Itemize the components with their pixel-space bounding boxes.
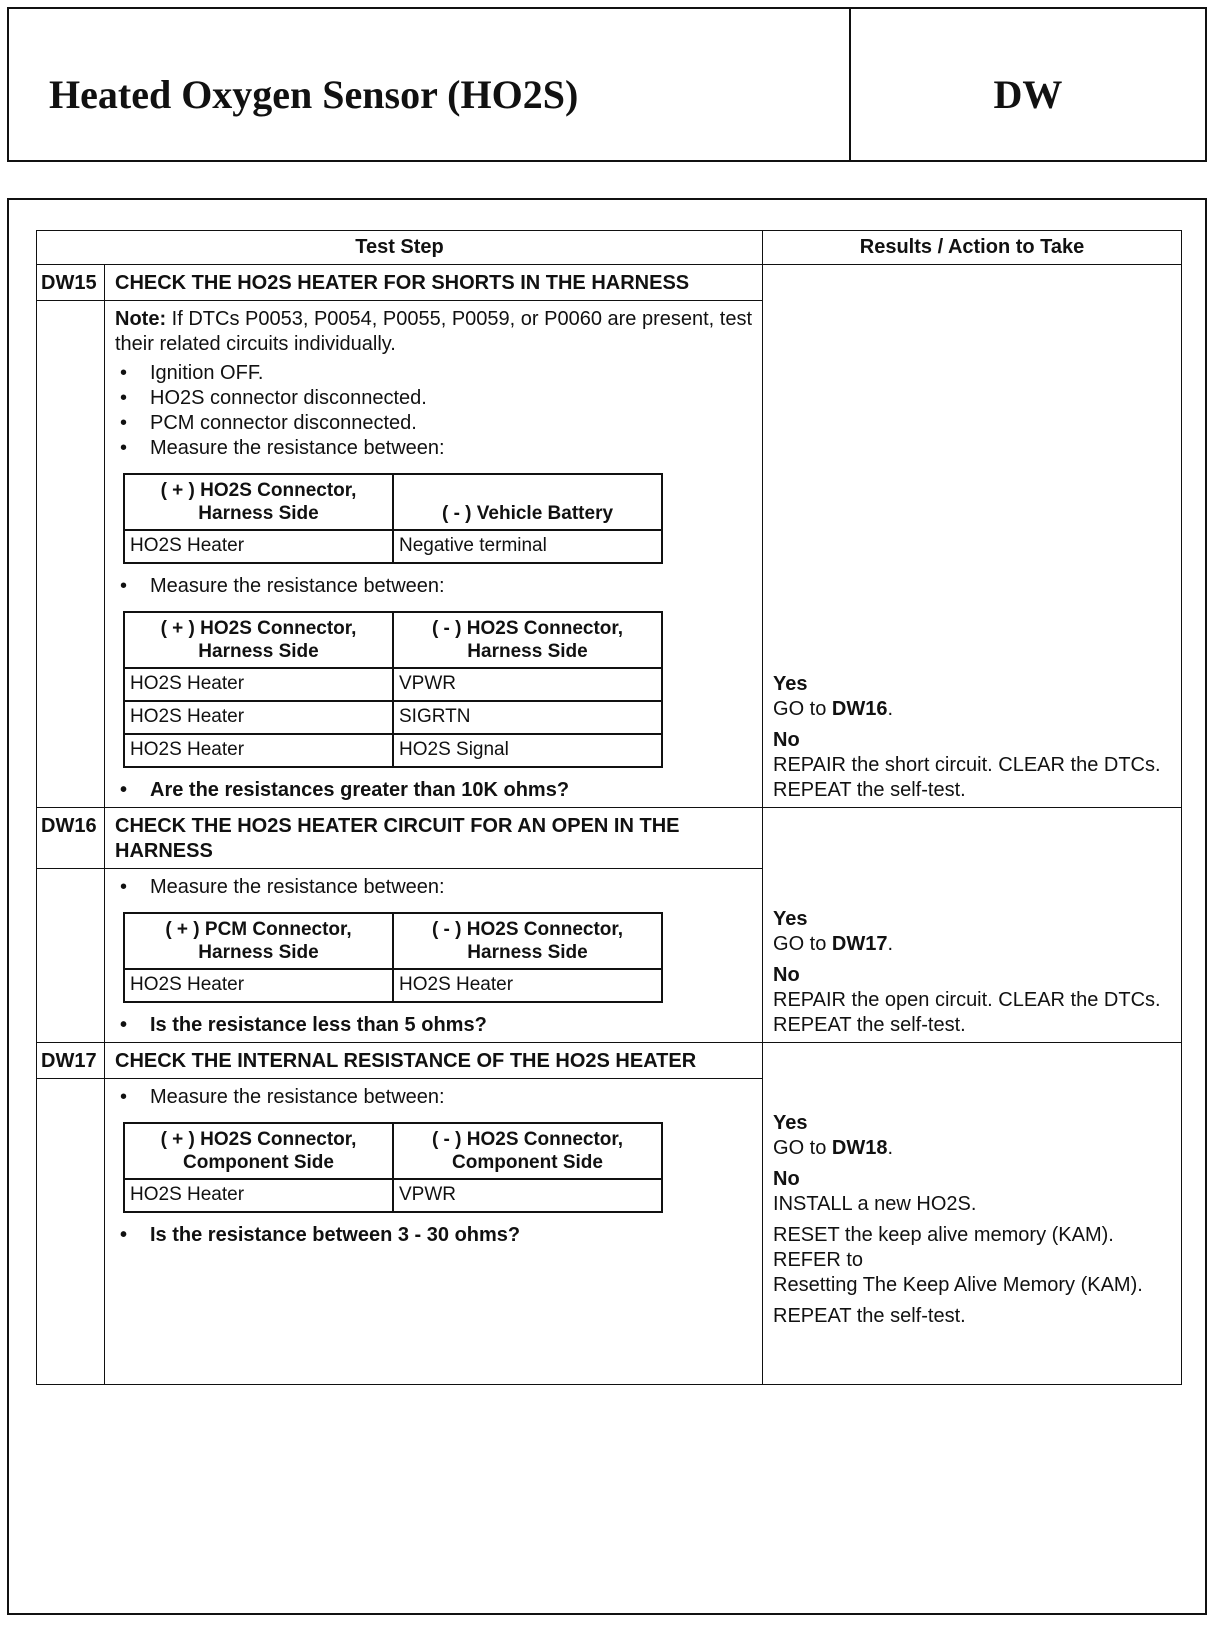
table-row: HO2S Heater HO2S Signal	[124, 734, 662, 767]
yes-action: GO to DW18.	[773, 1137, 894, 1159]
list-item: • Measure the resistance between:	[150, 1085, 754, 1110]
step-title-row	[37, 265, 1182, 301]
step-body	[105, 1079, 763, 1385]
note-text: Note: If DTCs P0053, P0054, P0055, P0059, or P0060 are present, test their related circuits individually.	[115, 308, 753, 355]
yes-action: GO to DW17.	[773, 933, 894, 955]
page-title: Heated Oxygen Sensor (HO2S)	[49, 72, 579, 117]
step-id: DW16	[37, 808, 105, 869]
step-body	[105, 301, 763, 808]
table-row: HO2S Heater VPWR	[124, 668, 662, 701]
step-title-row	[37, 1043, 1182, 1079]
no-label: No	[773, 729, 800, 751]
no-action: REPEAT the self-test.	[773, 1305, 966, 1327]
measurement-table: ( + ) HO2S Connector, Harness Side ( - ) Vehicle Battery HO2S Heater Negative terminal	[123, 473, 663, 564]
no-action: REPAIR the open circuit. CLEAR the DTCs. REPEAT the self-test.	[773, 989, 1161, 1036]
no-label: No	[773, 1168, 800, 1190]
step-title: CHECK THE INTERNAL RESISTANCE OF THE HO2S HEATER	[105, 1043, 763, 1079]
step-question: • Is the resistance between 3 - 30 ohms?	[150, 1223, 754, 1248]
step-title: CHECK THE HO2S HEATER CIRCUIT FOR AN OPEN IN THE HARNESS	[105, 808, 763, 869]
no-action: RESET the keep alive memory (KAM). REFER to	[773, 1224, 1114, 1271]
no-action: Resetting The Keep Alive Memory (KAM).	[773, 1274, 1143, 1296]
measurement-table: ( + ) HO2S Connector, Component Side ( - ) HO2S Connector, Component Side HO2S Heater VPWR	[123, 1122, 663, 1213]
step-title: CHECK THE HO2S HEATER FOR SHORTS IN THE HARNESS	[105, 265, 763, 301]
no-action: REPAIR the short circuit. CLEAR the DTCs. REPEAT the self-test.	[773, 754, 1161, 801]
measurement-table: ( + ) HO2S Connector, Harness Side ( - ) HO2S Connector, Harness Side HO2S Heater VPWR HO2S Heater SIGRTN HO2S Heater HO2S Signal	[123, 611, 663, 768]
table-row: HO2S Heater HO2S Heater	[124, 969, 662, 1002]
table-row: HO2S Heater SIGRTN	[124, 701, 662, 734]
step-result	[763, 265, 1182, 808]
test-step-table	[36, 230, 1182, 1385]
step-result	[763, 1043, 1182, 1385]
table-row: HO2S Heater VPWR	[124, 1179, 662, 1212]
list-item: • Ignition OFF.	[150, 361, 754, 386]
step-question: • Are the resistances greater than 10K ohms?	[150, 778, 754, 803]
list-item: • HO2S connector disconnected.	[150, 386, 754, 411]
yes-action: GO to DW16.	[773, 698, 894, 720]
step-instructions	[115, 361, 754, 461]
measurement-table: ( + ) PCM Connector, Harness Side ( - ) HO2S Connector, Harness Side HO2S Heater HO2S Heater	[123, 912, 663, 1003]
list-item: • Measure the resistance between:	[150, 436, 754, 461]
page-header	[7, 7, 1207, 162]
no-action: INSTALL a new HO2S.	[773, 1193, 977, 1215]
step-id: DW17	[37, 1043, 105, 1079]
table-header-row	[37, 231, 1182, 265]
step-title-row	[37, 808, 1182, 869]
yes-label: Yes	[773, 908, 808, 930]
results-header: Results / Action to Take	[763, 231, 1182, 265]
no-label: No	[773, 964, 800, 986]
list-item: • Measure the resistance between:	[150, 574, 754, 599]
step-body	[105, 869, 763, 1043]
list-item: • Measure the resistance between:	[150, 875, 754, 900]
step-question: • Is the resistance less than 5 ohms?	[150, 1013, 754, 1038]
table-row: HO2S Heater Negative terminal	[124, 530, 662, 563]
yes-label: Yes	[773, 673, 808, 695]
section-code: DW	[993, 72, 1063, 117]
content-frame	[7, 198, 1207, 1615]
yes-label: Yes	[773, 1112, 808, 1134]
step-result	[763, 808, 1182, 1043]
step-id: DW15	[37, 265, 105, 301]
list-item: • PCM connector disconnected.	[150, 411, 754, 436]
test-step-header: Test Step	[37, 231, 763, 265]
